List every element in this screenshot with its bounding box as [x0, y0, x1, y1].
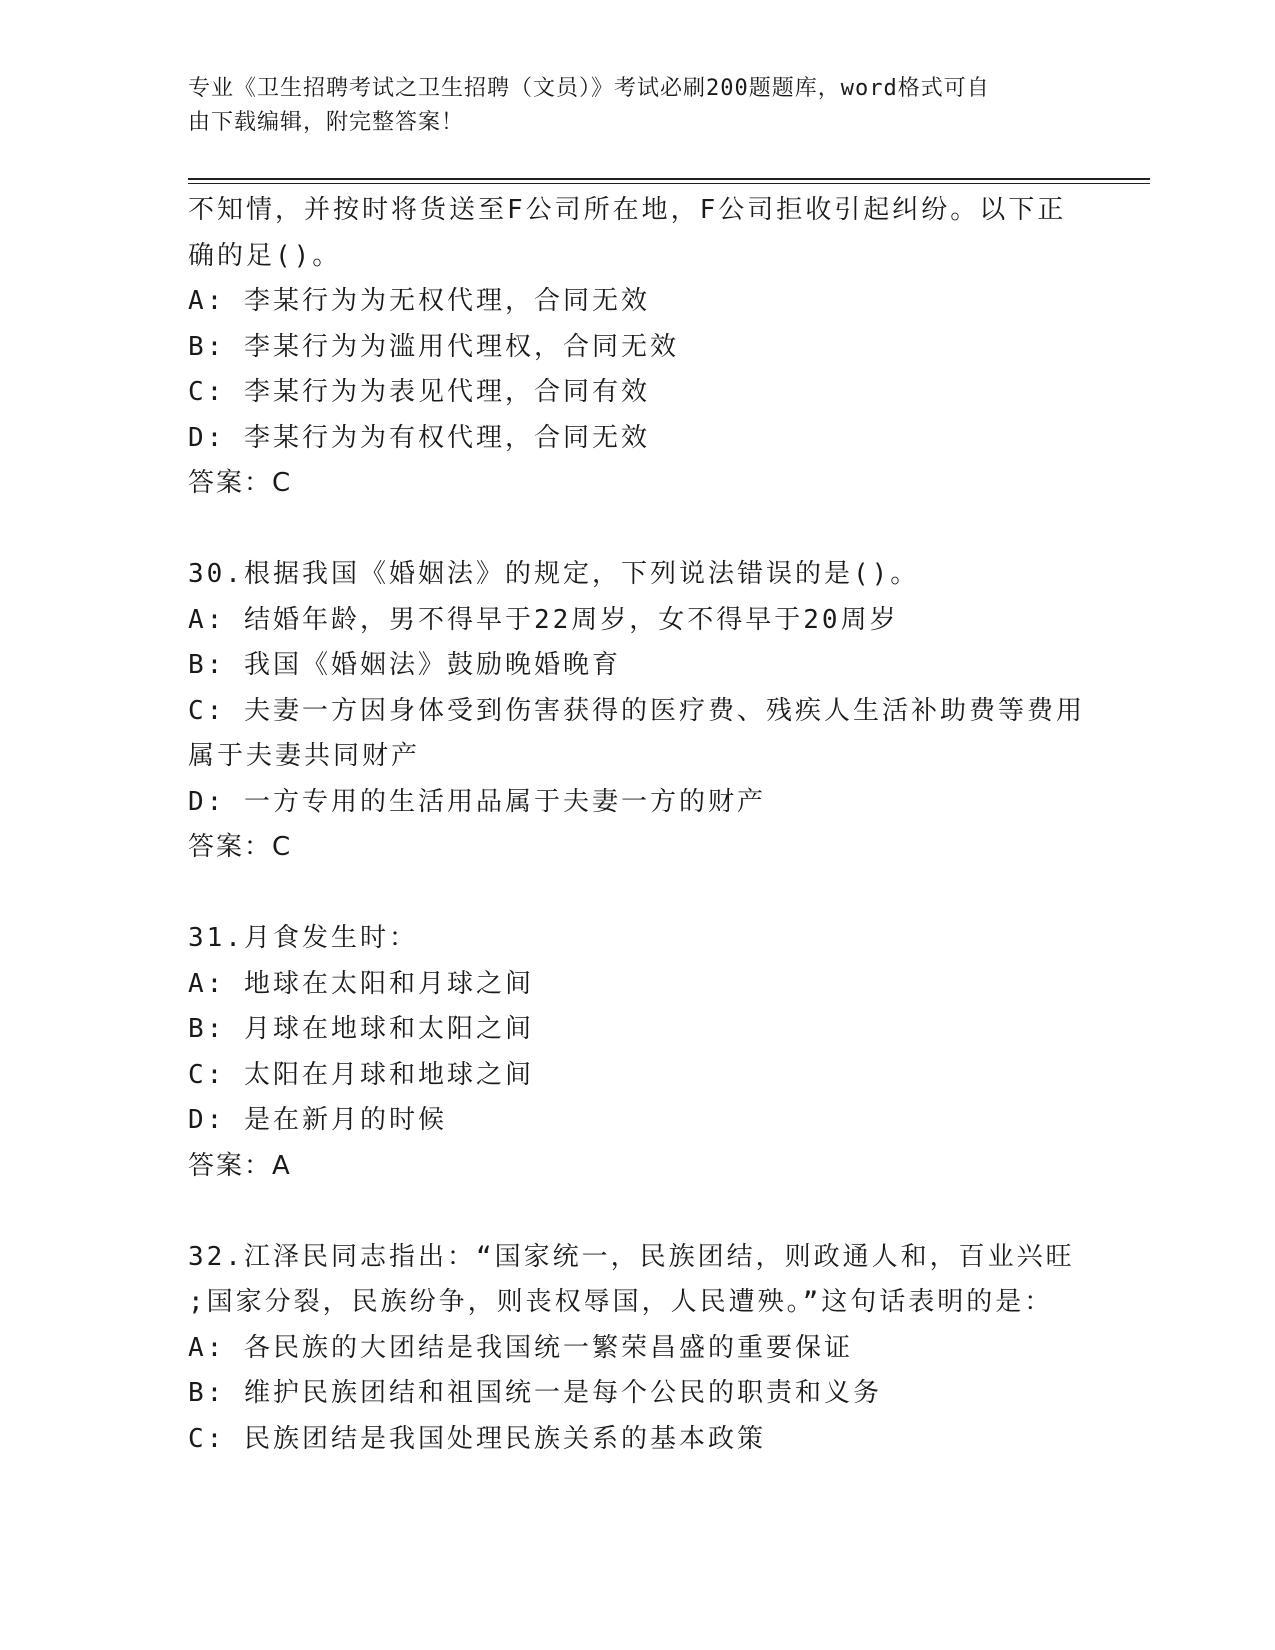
header-line-1: 专业《卫生招聘考试之卫生招聘（文员）》考试必刷200题题库，word格式可自 [188, 76, 990, 101]
header-line-2: 由下载编辑，附完整答案！ [188, 110, 465, 135]
option-a: A: 李某行为为无权代理，合同无效 [188, 286, 650, 316]
question-list [188, 188, 1098, 1462]
document-header [188, 72, 1068, 140]
option-b: B: 月球在地球和太阳之间 [188, 1014, 534, 1044]
option-a: A: 各民族的大团结是我国统一繁荣昌盛的重要保证 [188, 1332, 853, 1363]
option-c: C: 夫妻一方因身体受到伤害获得的医疗费、残疾人生活补助费等费用 [188, 695, 1085, 726]
option-d: D: 是在新月的时候 [188, 1105, 447, 1135]
option-a: A: 地球在太阳和月球之间 [188, 968, 534, 999]
option-d: D: 李某行为为有权代理，合同无效 [188, 422, 650, 453]
option-c: C: 民族团结是我国处理民族关系的基本政策 [188, 1423, 766, 1454]
question-stem-line: 不知情，并按时将货送至F公司所在地，F公司拒收引起纠纷。以下正 [188, 195, 1067, 225]
question-stem-line: 32.江泽民同志指出：“国家统一，民族团结，则政通人和，百业兴旺 [188, 1241, 1075, 1272]
option-d: D: 一方专用的生活用品属于夫妻一方的财产 [188, 786, 766, 817]
answer-line: 答案：A [188, 1150, 292, 1181]
question-30 [188, 552, 1098, 871]
header-rule-thin [188, 183, 1150, 184]
option-c: C: 李某行为为表见代理，合同有效 [188, 377, 650, 407]
option-a: A: 结婚年龄，男不得早于22周岁，女不得早于20周岁 [188, 604, 899, 635]
option-b: B: 李某行为为滥用代理权，合同无效 [188, 331, 679, 362]
question-stem-line: ;国家分裂，民族纷争，则丧权辱国，人民遭殃。”这句话表明的是： [188, 1287, 1054, 1317]
question-fragment [188, 188, 1098, 507]
question-stem-line: 31.月食发生时： [188, 923, 418, 953]
option-c: C: 太阳在月球和地球之间 [188, 1059, 534, 1090]
question-stem-line: 30.根据我国《婚姻法》的规定，下列说法错误的是()。 [188, 559, 920, 589]
header-rule-thick [188, 178, 1150, 180]
option-c-continued: 属于夫妻共同财产 [188, 741, 421, 771]
question-stem-line: 确的足()。 [188, 240, 342, 271]
answer-line: 答案：C [188, 832, 293, 862]
option-b: B: 我国《婚姻法》鼓励晚婚晚育 [188, 650, 621, 680]
option-b: B: 维护民族团结和祖国统一是每个公民的职责和义务 [188, 1378, 882, 1408]
question-32 [188, 1235, 1098, 1463]
question-31 [188, 916, 1098, 1189]
answer-line: 答案：C [188, 468, 293, 498]
